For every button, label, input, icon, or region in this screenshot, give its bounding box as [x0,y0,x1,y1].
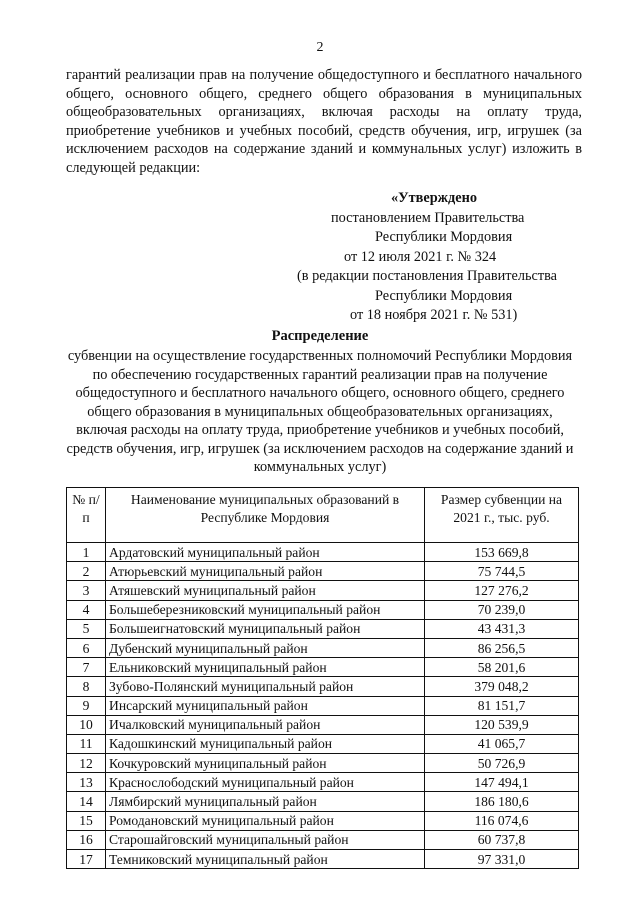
row-amount: 60 737,8 [425,830,579,849]
row-municipality: Ромодановский муниципальный район [106,811,425,830]
table-row [67,792,579,811]
table-row [67,754,579,773]
header-name: Наименование муниципальных образований в Республике Мордовия [106,488,425,543]
table-body [67,543,579,869]
row-number: 7 [67,658,106,677]
approval-line-3: от 12 июля 2021 г. № 324 [344,248,497,265]
row-amount: 97 331,0 [425,850,579,869]
table-row [67,734,579,753]
row-municipality: Большеберезниковский муниципальный район [106,600,425,619]
row-municipality: Кочкуровский муниципальный район [106,754,425,773]
row-municipality: Старошайговский муниципальный район [106,830,425,849]
row-number: 15 [67,811,106,830]
row-number: 9 [67,696,106,715]
row-municipality: Лямбирский муниципальный район [106,792,425,811]
row-number: 8 [67,677,106,696]
table-row [67,581,579,600]
row-amount: 186 180,6 [425,792,579,811]
row-number: 10 [67,715,106,734]
row-amount: 75 744,5 [425,562,579,581]
table-row [67,543,579,562]
row-number: 4 [67,600,106,619]
row-number: 3 [67,581,106,600]
row-number: 12 [67,754,106,773]
row-municipality: Атюрьевский муниципальный район [106,562,425,581]
row-number: 17 [67,850,106,869]
row-number: 1 [67,543,106,562]
approval-line-1: постановлением Правительства [331,209,525,226]
approval-line-2: Республики Мордовия [375,229,513,245]
approval-line-6: от 18 ноября 2021 г. № 531) [350,307,518,323]
table-row [67,677,579,696]
row-municipality: Зубово-Полянский муниципальный район [106,677,425,696]
row-amount: 379 048,2 [425,677,579,696]
table-row [67,773,579,792]
row-municipality: Инсарский муниципальный район [106,696,425,715]
section-heading: Распределение [271,328,369,344]
row-municipality: Кадошкинский муниципальный район [106,734,425,753]
row-amount: 153 669,8 [425,543,579,562]
table-row [67,830,579,849]
row-number: 5 [67,619,106,638]
table-row [67,619,579,638]
page-number: 2 [316,40,324,55]
row-municipality: Большеигнатовский муниципальный район [106,619,425,638]
subsidy-table [66,487,579,869]
row-number: 11 [67,734,106,753]
row-amount: 70 239,0 [425,600,579,619]
row-municipality: Краснослободский муниципальный район [106,773,425,792]
row-amount: 81 151,7 [425,696,579,715]
row-number: 13 [67,773,106,792]
row-amount: 86 256,5 [425,638,579,657]
section-subtitle: субвенции на осуществление государственных полномочий Республики Мордовия по обеспечению государственных гарантий реализации прав на получение общедоступного и бесплатного начального общего, основного общего, среднего общего образования в муниципальных общеобразовательных организациях, включая расходы на оплату труда, приобретение учебников и учебных пособий, средств обучения, игр, игрушек (за исключением расходов на содержание зданий и коммунальных услуг) [66,348,574,475]
row-municipality: Ельниковский муниципальный район [106,658,425,677]
table-row [67,562,579,581]
row-number: 16 [67,830,106,849]
row-amount: 120 539,9 [425,715,579,734]
row-municipality: Ардатовский муниципальный район [106,543,425,562]
row-municipality: Ичалковский муниципальный район [106,715,425,734]
header-amount: Размер субвенции на 2021 г., тыс. руб. [425,488,579,543]
header-no: № п/п [67,488,106,543]
row-amount: 43 431,3 [425,619,579,638]
row-amount: 147 494,1 [425,773,579,792]
row-number: 6 [67,638,106,657]
table-row [67,638,579,657]
row-amount: 127 276,2 [425,581,579,600]
row-number: 14 [67,792,106,811]
row-municipality: Дубенский муниципальный район [106,638,425,657]
table-header-row [67,488,579,543]
intro-paragraph: гарантий реализации прав на получение общедоступного и бесплатного начального общего, основного общего, среднего общего образования в муниципальных общеобразовательных организациях, включая расходы на оплату труда, приобретение учебников и учебных пособий, средств обучения, игр, игрушек (за исключением расходов на содержание зданий и коммунальных услуг) изложить в следующей редакции: [66,67,582,176]
table-row [67,600,579,619]
row-municipality: Атяшевский муниципальный район [106,581,425,600]
row-amount: 116 074,6 [425,811,579,830]
row-amount: 58 201,6 [425,658,579,677]
table-row [67,658,579,677]
row-amount: 50 726,9 [425,754,579,773]
approval-line-4: (в редакции постановления Правительства [297,268,558,284]
table-row [67,850,579,869]
approval-line-5: Республики Мордовия [375,287,513,304]
row-amount: 41 065,7 [425,734,579,753]
row-number: 2 [67,562,106,581]
table-row [67,715,579,734]
table-row [67,811,579,830]
row-municipality: Темниковский муниципальный район [106,850,425,869]
approval-title: «Утверждено [391,190,478,206]
table-row [67,696,579,715]
